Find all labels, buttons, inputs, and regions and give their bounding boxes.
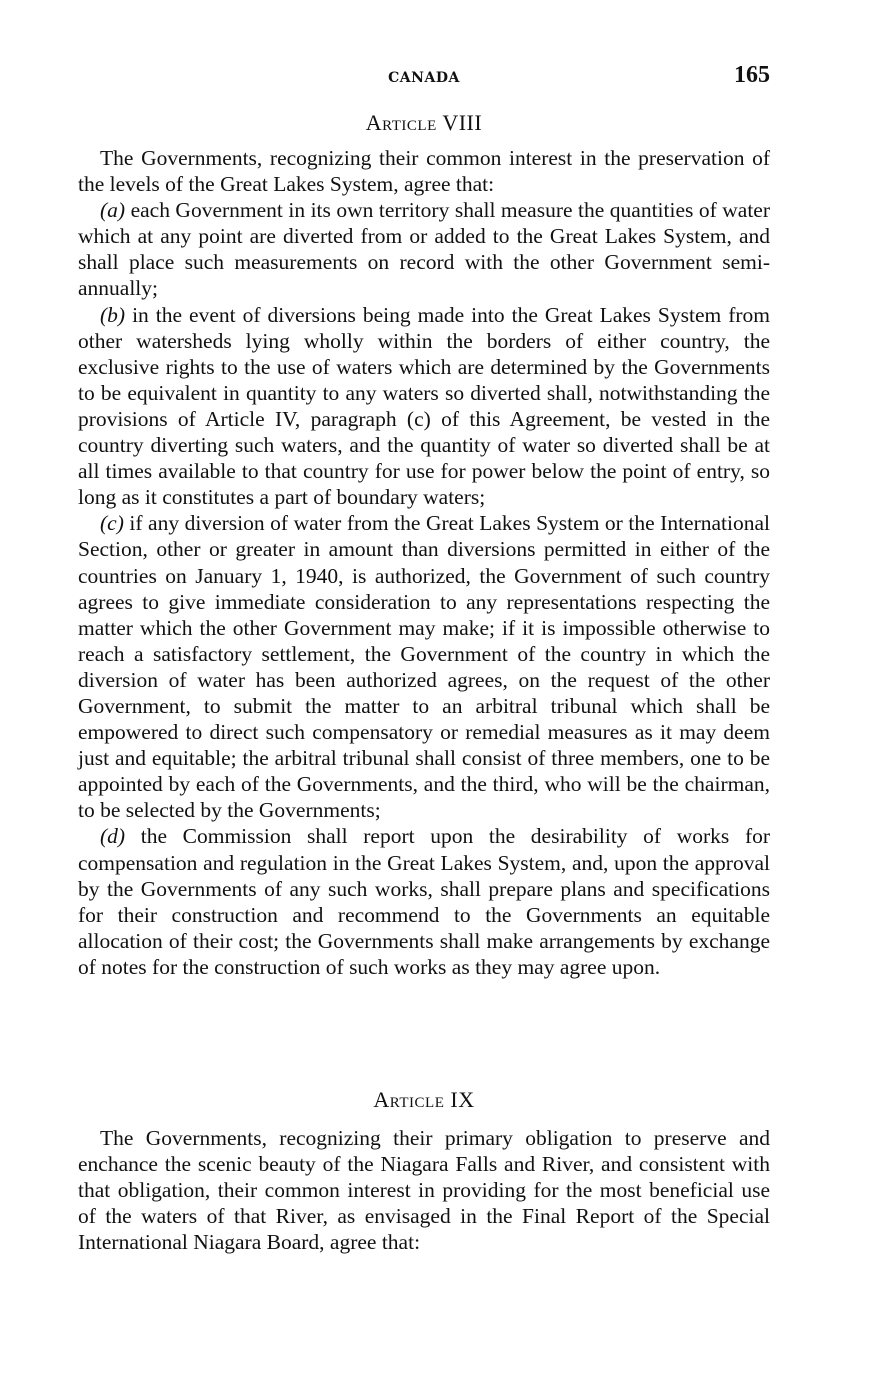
item-text: if any diversion of water from the Great Lakes System or the International Section, other or greater in amount than diversions permitted in either of the countries on January 1, 1940, is authorized, the Government of such country agrees to give immediate consideration to any representations respecting the matter which the other Government may make; if it is impossible otherwise to reach a satisfactory settlement, the Government of the country in which the diversion of water has been authorized agrees, on the request of the other Government, to submit the matter to an arbitral tribunal which shall be empowered to direct such compensatory or remedial measures as it may deem just and equitable; the arbitral tribunal shall consist of three members, one to be appointed by each of the Governments, and the third, who will be the chairman, to be selected by the Governments; <box>78 511 770 823</box>
item-text: each Government in its own territory shall measure the quantities of water which at any point are diverted from or added to the Great Lakes System, and shall place such measurements on record with the other Government semi-annually; <box>78 198 770 301</box>
article-8-intro: The Governments, recognizing their common interest in the preservation of the levels of the Great Lakes System, agree that: <box>78 146 770 197</box>
item-text: the Commission shall report upon the desirability of works for compensation and regulation in the Great Lakes System, and, upon the approval by the Governments of any such works, shall prepare plans and specifications for their construction and recommend to the Governments an equitable allocation of their cost; the Governments shall make arrangements by exchange of notes for the construction of such works as they may agree upon. <box>78 824 771 979</box>
article-9-heading: Article IX <box>373 1087 475 1112</box>
article-8-item-c <box>78 510 770 823</box>
running-title: CANADA <box>388 70 460 86</box>
item-label: (d) <box>100 824 126 849</box>
running-head <box>78 60 770 96</box>
article-8-body <box>78 145 770 980</box>
item-label: (c) <box>100 511 124 536</box>
article-8-item-a <box>78 197 770 301</box>
article-8-item-b <box>78 302 770 511</box>
article-9-body <box>78 1125 770 1255</box>
item-label: (b) <box>100 302 126 327</box>
article-8-item-d <box>78 823 770 980</box>
item-label: (a) <box>100 198 126 223</box>
page-number: 165 <box>734 62 770 88</box>
document-page <box>78 0 770 1380</box>
article-8-heading: Article VIII <box>365 110 483 135</box>
item-text: in the event of diversions being made into the Great Lakes System from other watersheds lying wholly within the borders of either country, the exclusive rights to the use of waters which are determined by the Governments to be equivalent in quantity to any waters so diverted shall, notwithstanding the provisions of Article IV, paragraph (c) of this Agreement, be vested in the country diverting such waters, and the quantity of water so diverted shall be at all times available to that country for use for power below the point of entry, so long as it constitutes a part of boundary waters; <box>78 302 770 510</box>
article-9-intro: The Governments, recognizing their primary obligation to preserve and enchance the scenic beauty of the Niagara Falls and River, and consistent with that obligation, their common interest in providing for the most beneficial use of the waters of that River, as envisaged in the Final Report of the Special International Niagara Board, agree that: <box>78 1126 770 1255</box>
